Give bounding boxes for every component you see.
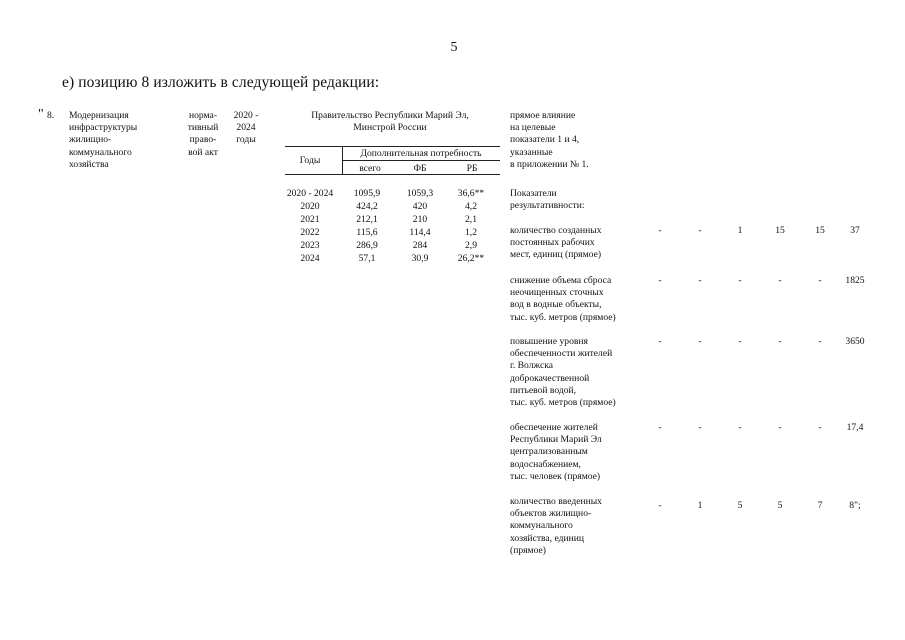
- financing-total: 1095,9: [353, 188, 381, 199]
- indicator-value: -: [658, 336, 662, 347]
- financing-row: [280, 227, 496, 239]
- indicator-value: 7: [817, 500, 823, 511]
- position-number: 8.: [47, 110, 55, 121]
- financing-fb: 210: [412, 214, 428, 225]
- financing-rb: 26,2**: [457, 253, 485, 264]
- financing-fb: 30,9: [411, 253, 429, 264]
- financing-total: 57,1: [358, 253, 376, 264]
- financing-year: 2020: [300, 201, 320, 212]
- opening-quote: ": [38, 107, 44, 122]
- page-number: 5: [450, 40, 458, 55]
- financing-fb: 1059,3: [406, 188, 434, 199]
- indicator-value: 1: [697, 500, 703, 511]
- financing-bottom-rule: [285, 174, 500, 175]
- financing-year: 2020 - 2024: [286, 188, 334, 199]
- indicator-value: 1: [737, 225, 743, 236]
- indicator-value: 5: [737, 500, 743, 511]
- indicator-value: -: [818, 336, 822, 347]
- indicator-values: [640, 336, 870, 348]
- indicator-values: [640, 422, 870, 434]
- indicator-label: повышение уровня обеспеченности жителей г. Волжска доброкачественной питьевой водой, тыс. куб. метров (прямое): [510, 336, 616, 409]
- financing-year: 2022: [300, 227, 320, 238]
- indicator-value: 15: [775, 225, 785, 236]
- indicator-value: -: [778, 336, 782, 347]
- indicator-label: количество созданных постоянных рабочих мест, единиц (прямое): [510, 225, 602, 261]
- measure-name: Модернизация инфраструктуры жилищно- коммунального хозяйства: [69, 110, 138, 170]
- financing-rb: 4,2: [465, 201, 477, 212]
- financing-col-rb: РБ: [466, 163, 478, 174]
- indicator-values: [640, 500, 870, 512]
- financing-row: [280, 253, 496, 265]
- financing-row: [280, 240, 496, 252]
- indicator-value: -: [658, 225, 662, 236]
- implementation-period: 2020 - 2024 годы: [233, 110, 259, 146]
- indicator-value: -: [658, 275, 662, 286]
- financing-mid-rule: [342, 160, 500, 161]
- financing-fb: 420: [412, 201, 428, 212]
- indicator-value: -: [698, 225, 702, 236]
- financing-total: 115,6: [356, 227, 378, 238]
- financing-fb: 114,4: [409, 227, 431, 238]
- financing-total: 286,9: [356, 240, 378, 251]
- indicator-values: [640, 275, 870, 287]
- responsible-executor: Правительство Республики Марий Эл, Минстрой России: [311, 110, 469, 134]
- financing-col-fb: ФБ: [413, 163, 427, 174]
- indicator-value: -: [818, 422, 822, 433]
- financing-total: 212,1: [356, 214, 378, 225]
- indicator-label: обеспечение жителей Республики Марий Эл централизованным водоснабжением, тыс. человек (прямое): [510, 422, 602, 482]
- indicator-value: 17,4: [846, 422, 864, 433]
- financing-fb: 284: [412, 240, 428, 251]
- indicator-value: -: [738, 336, 742, 347]
- indicator-value: -: [698, 422, 702, 433]
- indicator-value: -: [778, 275, 782, 286]
- indicator-value: 1825: [845, 275, 865, 286]
- amendment-heading: е) позицию 8 изложить в следующей редакции:: [62, 74, 380, 91]
- financing-rb: 1,2: [465, 227, 477, 238]
- indicator-label: количество введенных объектов жилищно- коммунального хозяйства, единиц (прямое): [510, 496, 602, 556]
- indicator-value: 15: [815, 225, 825, 236]
- financing-row: [280, 214, 496, 226]
- financing-year: 2021: [300, 214, 320, 225]
- indicator-value: 3650: [845, 336, 865, 347]
- financing-rb: 2,1: [465, 214, 477, 225]
- financing-year: 2023: [300, 240, 320, 251]
- indicator-value: -: [698, 336, 702, 347]
- indicator-value: -: [738, 275, 742, 286]
- indicator-value: 37: [850, 225, 860, 236]
- indicator-value: -: [698, 275, 702, 286]
- indicator-value: -: [738, 422, 742, 433]
- financing-total: 424,2: [356, 201, 378, 212]
- indicator-value: -: [778, 422, 782, 433]
- indicator-value: -: [658, 422, 662, 433]
- indicator-value: -: [658, 500, 662, 511]
- indicator-label: снижение объема сброса неочищенных сточных вод в водные объекты, тыс. куб. метров (прямое): [510, 275, 616, 323]
- financing-year: 2024: [300, 253, 320, 264]
- financing-years-header: Годы: [299, 155, 321, 166]
- financing-additional-header: Дополнительная потребность: [360, 148, 482, 159]
- financing-rb: 2,9: [465, 240, 477, 251]
- financing-row: [280, 188, 496, 200]
- indicators-title: Показатели результативности:: [510, 188, 585, 212]
- financing-top-rule: [285, 146, 500, 147]
- indicator-value: 8";: [849, 500, 861, 511]
- financing-rb: 36,6**: [457, 188, 485, 199]
- indicator-value: 5: [777, 500, 783, 511]
- document-type: норма- тивный право- вой акт: [187, 110, 219, 158]
- financing-col-total: всего: [359, 163, 381, 174]
- indicator-value: -: [818, 275, 822, 286]
- impact-description: прямое влияние на целевые показатели 1 и 4, указанные в приложении № 1.: [510, 110, 589, 170]
- indicator-values: [640, 225, 870, 237]
- financing-row: [280, 201, 496, 213]
